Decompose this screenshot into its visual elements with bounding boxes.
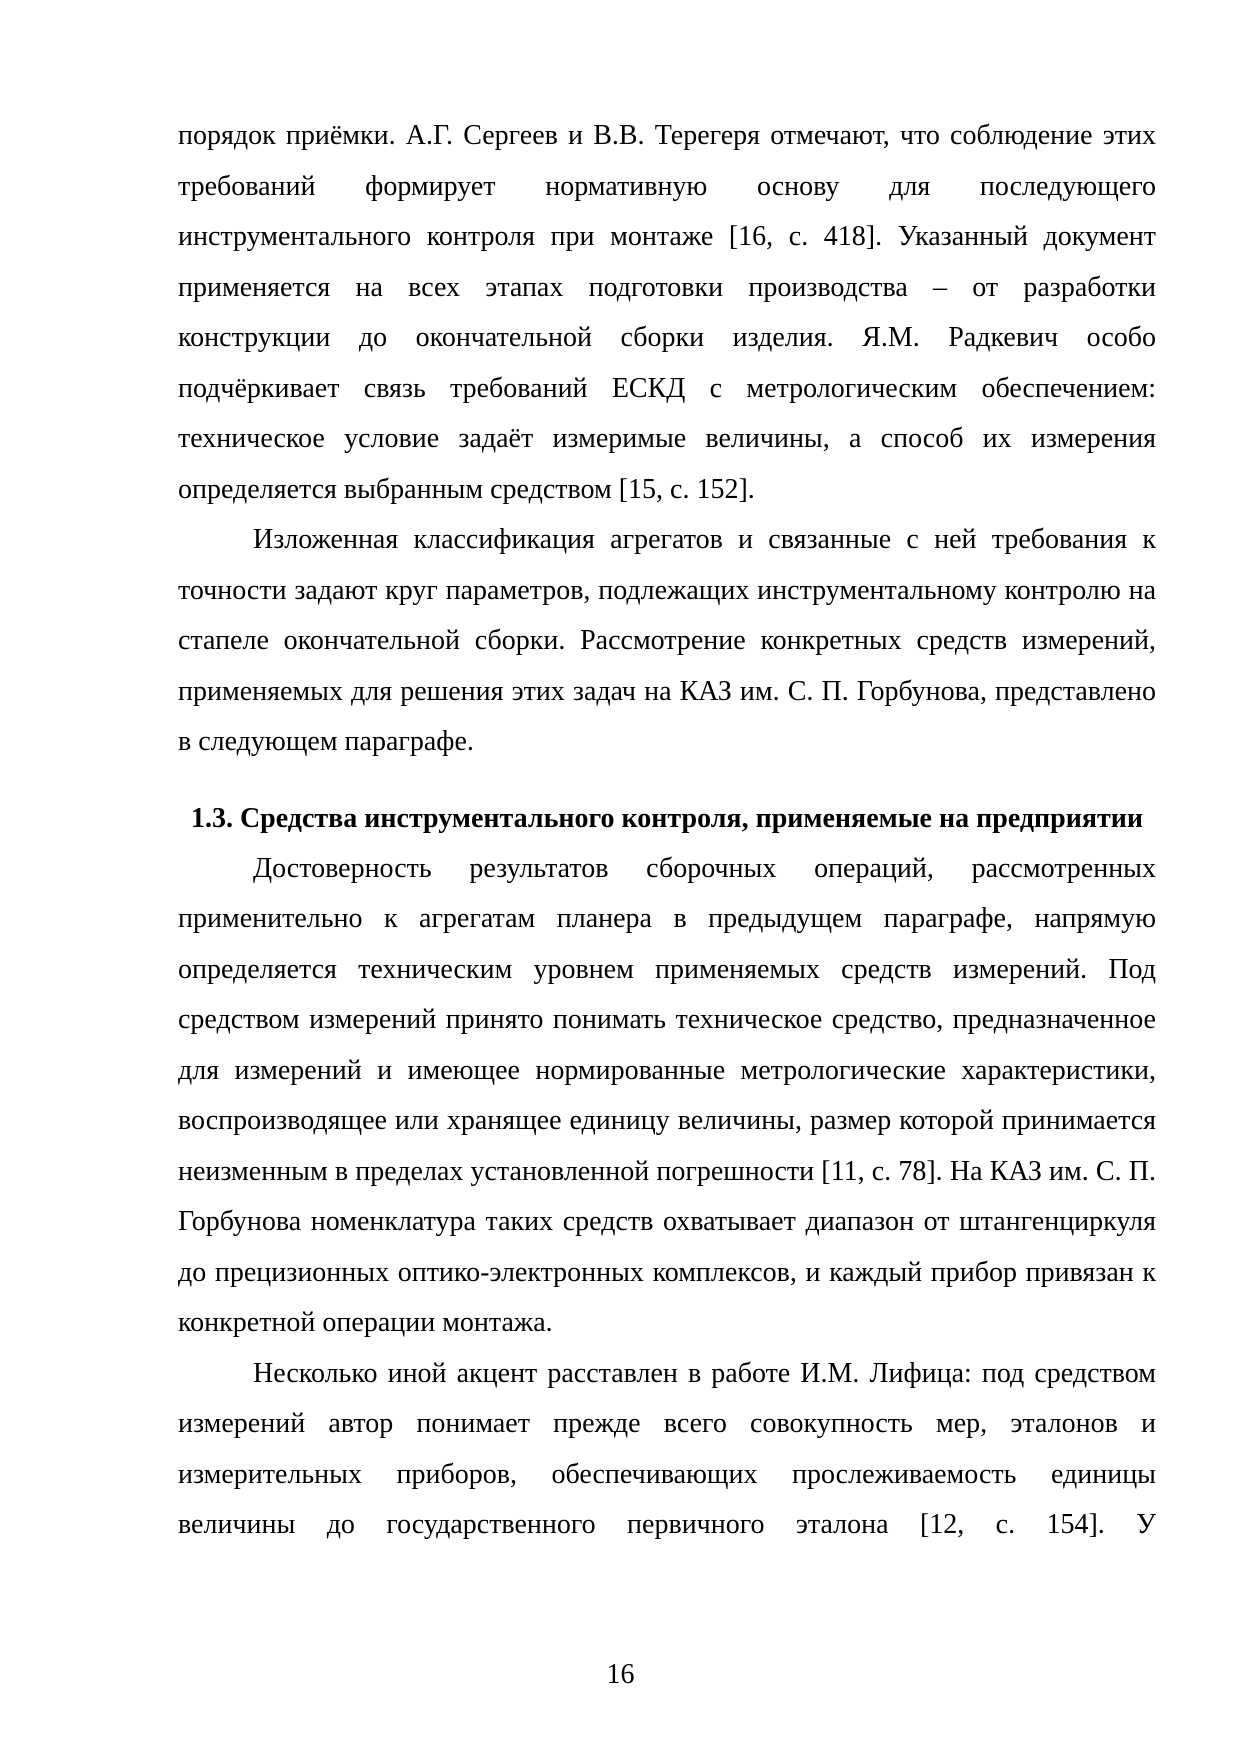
page-number: 16 xyxy=(606,1659,635,1690)
body-paragraph: Изложенная классификация агрегатов и связанные с ней требования к точности задают круг параметров, подлежащих инструментальному контролю на стапеле окончательной сборки. Рассмотрение конкретных средств измерений, применяемых для решения этих задач на КАЗ им. С. П. Горбунова, представлено в следующем параграфе. xyxy=(178,524,1156,757)
document-page xyxy=(178,111,1156,1551)
body-paragraph-continues: Несколько иной акцент расставлен в работе И.М. Лифица: под средством измерений автор понимает прежде всего совокупность мер, эталонов и измерительных приборов, обеспечивающих прослеживаемость единицы величины до государственного первичного эталона [12, с. 154]. У xyxy=(178,1357,1156,1540)
section-heading: 1.3. Средства инструментального контроля, применяемые на предприятии xyxy=(190,802,1144,834)
body-paragraph: Достоверность результатов сборочных операций, рассмотренных применительно к агрегатам планера в предыдущем параграфе, напрямую определяется техническим уровнем применяемых средств измерений. Под средством измерений принято понимать техническое средство, предназначенное для измерений и имеющее нормированные метрологические характеристики, воспроизводящее или хранящее единицу величины, размер которой принимается неизменным в пределах установленной погрешности [11, с. 78]. На КАЗ им. С. П. Горбунова номенклатура таких средств охватывает диапазон от штангенциркуля до прецизионных оптико-электронных комплексов, и каждый прибор привязан к конкретной операции монтажа. xyxy=(178,852,1156,1338)
body-paragraph-continued: порядок приёмки. А.Г. Сергеев и В.В. Терегеря отмечают, что соблюдение этих требований формирует нормативную основу для последующего инструментального контроля при монтаже [16, с. 418]. Указанный документ применяется на всех этапах подготовки производства – от разработки конструкции до окончательной сборки изделия. Я.М. Радкевич особо подчёркивает связь требований ЕСКД с метрологическим обеспечением: техническое условие задаёт измеримые величины, а способ их измерения определяется выбранным средством [15, с. 152]. xyxy=(178,120,1156,505)
